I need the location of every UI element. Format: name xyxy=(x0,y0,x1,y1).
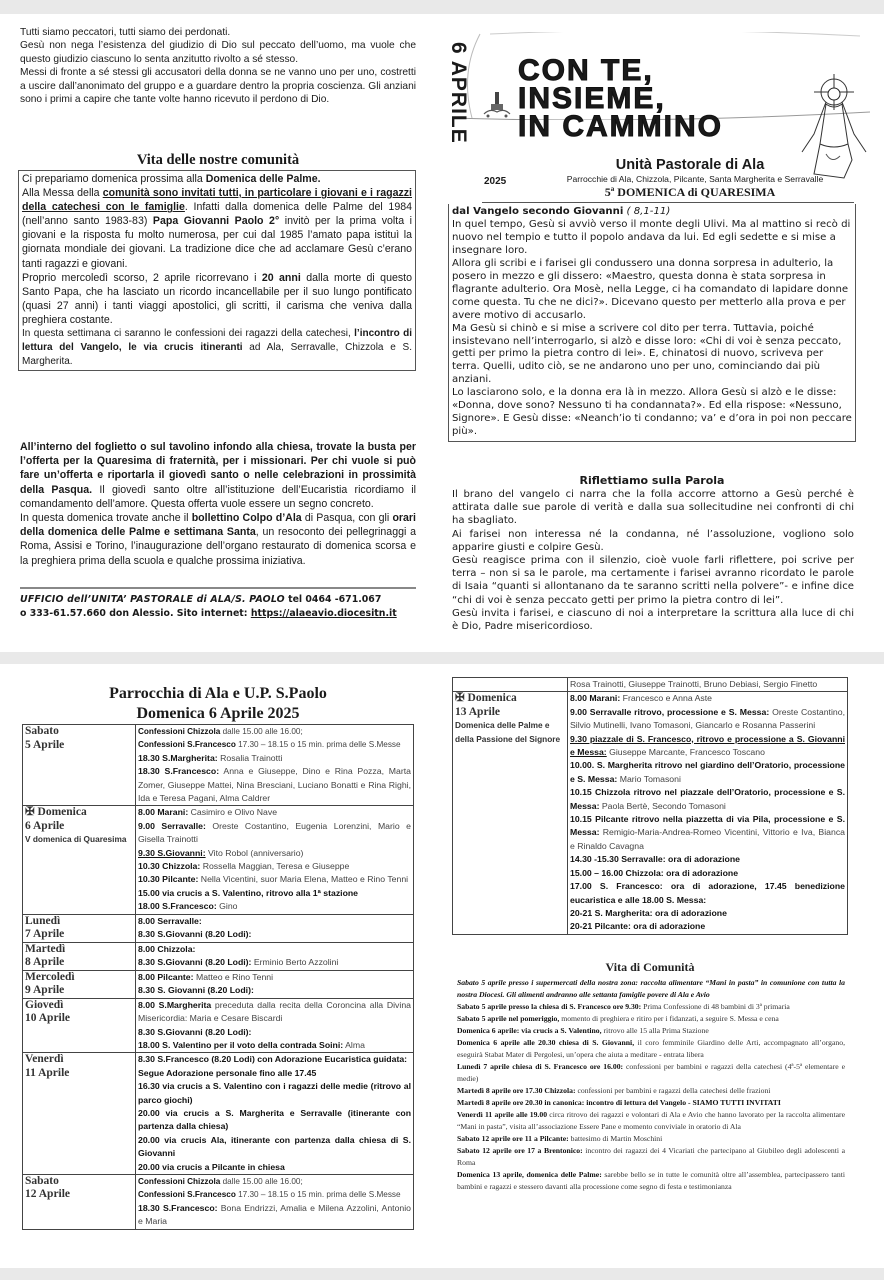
website-link[interactable]: https://alaeavio.diocesitn.it xyxy=(250,608,397,619)
gospel-reference: ( 8,1-11) xyxy=(623,206,671,217)
event-intentions: Oreste Costantino, Eugenia Lorenzini, Mario e Gisella Trainotti xyxy=(138,820,412,845)
schedule-day-cell xyxy=(453,692,568,934)
event-heading: Sabato 12 aprile ore 17 a Brentonico: xyxy=(457,1146,583,1155)
text: invitò per la prima volta i giovani e la risposta fu molto numerosa, per cui dal 1985 l’amato papa istituì la giornata mondiale dei giovani. La tradizione dice che ad acclamare Gesù c’erano tanti ragazzi e giovani. xyxy=(22,215,412,270)
reflection-text xyxy=(452,488,854,633)
schedule-event xyxy=(570,867,845,880)
event-time-place: 8.30 S.Francesco (8.20 Lodi) con Adorazione Eucaristica guidata: xyxy=(138,1054,408,1065)
schedule-row xyxy=(23,1174,414,1229)
vita-comunita-box xyxy=(18,170,416,371)
schedule-events-cell xyxy=(136,1053,414,1175)
text: , un resoconto dei pellegrinaggi a Roma, Assisi e Torino, l’inaugurazione dell’organo restaurato di domenica scorsa e la preghiera prima della scuola e qualche prossima iniziativa. xyxy=(20,526,416,567)
schedule-event xyxy=(138,1039,411,1052)
offerta-paragraph xyxy=(20,440,416,511)
event-time-place: 9.30 piazzale di S. Francesco, ritrovo e processione a S. Giovanni e Messa: xyxy=(570,733,845,758)
intro-reflection xyxy=(20,26,416,106)
schedule-event xyxy=(570,759,845,786)
gospel-paragraph: Ma Gesù si chinò e si mise a scrivere col dito per terra. Tuttavia, poiché insistevano nell’interrogarlo, si alzò e disse loro: «Chi di voi è senza peccato, getti per primo la pietra contro di lei». E, chinatosi di nuovo, scriveva per terra. Quelli, udito ciò, se ne andarono uno per uno, cominciando dai più anziani. xyxy=(452,322,842,386)
schedule-event xyxy=(570,733,845,760)
schedule-event xyxy=(570,786,845,813)
issue-year: 2025 xyxy=(484,176,507,187)
event-time-place: 8.00 Serravalle: xyxy=(138,915,202,926)
schedule-row xyxy=(453,692,848,934)
event-time-place: 8.30 S.Giovanni (8.20 Lodi): xyxy=(138,929,252,940)
event-time-place: 18.00 S. Valentino per il voto della contrada Soini: xyxy=(138,1039,344,1050)
gospel-title: dal Vangelo secondo Giovanni xyxy=(452,206,624,217)
community-event xyxy=(457,1097,845,1109)
community-event xyxy=(457,1025,845,1037)
schedule-day-subtitle: V domenica di Quaresima xyxy=(25,834,127,845)
event-intentions: Anna e Giuseppe, Dino e Rina Pozza, Marta Zomer, Giuseppe Mattei, Nina Bresciani, Luciano Bonatti e Rina Righi, Ida e Teresa Pagani, Alma Caldrer xyxy=(138,766,411,804)
text: ad Ala, Serravalle, Chizzola e S. Margherita. xyxy=(22,342,412,368)
event-heading: Domenica 6 aprile: via crucis a S. Valentino, xyxy=(457,1026,602,1035)
reflection-paragraph: Gesù invita i farisei, e ciascuno di noi a interpretare la scrittura alla luce di chi è Dio, Padre misericordioso. xyxy=(452,607,854,633)
event-time-place: 18.30 S.Francesco: xyxy=(138,1202,218,1213)
event-heading: Sabato 12 aprile ore 11 a Pilcante: xyxy=(457,1134,569,1143)
event-time-place: 8.00 S.Margherita xyxy=(138,999,212,1010)
issue-date-vertical xyxy=(446,42,472,192)
schedule-event xyxy=(138,1202,411,1229)
masthead-line: CON TE, xyxy=(518,54,654,87)
schedule-event xyxy=(138,943,411,956)
event-time-place: 8.00 Pilcante: xyxy=(138,971,194,982)
schedule-event xyxy=(138,1107,411,1134)
event-heading: Domenica 13 aprile, domenica delle Palme: xyxy=(457,1170,602,1179)
section-title-vita: Vita delle nostre comunità xyxy=(136,152,300,168)
reflection-paragraph: Ai farisei non interessa né la condanna, né l’assoluzione, vogliono solo apparire giusti e colpire Gesù. xyxy=(452,528,854,553)
text-bold: bollettino Colpo d’Ala xyxy=(191,512,302,525)
event-heading: Sabato 5 aprile presso i supermercati della nostra zona: raccolta alimentare “Mani in pasta” in comunione con tutta la nostra Diocesi. Gli alimenti andranno alle settanta famiglie povere di Ala e Avio xyxy=(457,978,845,999)
community-event xyxy=(457,1145,845,1169)
schedule-date: 13 Aprile xyxy=(455,705,501,718)
event-intentions: Gino xyxy=(216,901,238,912)
event-time-place: 10.30 Chizzola: xyxy=(138,861,201,872)
community-event xyxy=(457,1013,845,1025)
community-event xyxy=(457,1085,845,1097)
gospel-heading xyxy=(452,206,852,219)
gospel-box xyxy=(448,204,856,442)
community-event xyxy=(457,1061,845,1085)
event-intentions: Bona Endrizzi, Amalia e Milena Azzolini, Antonio e Maria xyxy=(138,1202,411,1227)
event-time-place: 18.00 S.Francesco: xyxy=(138,901,217,912)
event-intentions: Casimiro e Olivo Nave xyxy=(188,807,278,818)
community-event xyxy=(457,977,845,1001)
reflection-paragraph: Il brano del vangelo ci narra che la folla accorre attorno a Gesù perché è attirata dalle sue parole di verità e dalla sua sollecitudine nei confronti di chi ha sbagliato. xyxy=(452,489,854,527)
schedule-events-cell xyxy=(136,998,414,1053)
schedule-row xyxy=(23,725,414,806)
intro-paragraph: Tutti siamo peccatori, tutti siamo dei perdonati. xyxy=(20,27,231,38)
event-heading: Sabato 5 aprile nel pomeriggio, xyxy=(457,1014,560,1023)
church-emblem-icon xyxy=(482,90,512,120)
event-time-place: Confessioni S.Francesco xyxy=(138,740,236,750)
schedule-date: 10 Aprile xyxy=(25,1012,71,1025)
schedule-event xyxy=(138,971,411,984)
schedule-day: Lunedì xyxy=(25,914,61,927)
event-time-place: 10.30 Pilcante: xyxy=(138,874,199,885)
event-intentions: dalle 15.00 alle 16.00; xyxy=(220,1176,303,1186)
event-intentions: Remigio-Maria-Andrea-Romeo Vicentini, Vittorio e Iva, Bianca e Rinaldo Cavagna xyxy=(570,827,845,851)
event-time-place: 9.30 S.Giovanni: xyxy=(138,847,206,858)
pastoral-unit-name: Unità Pastorale di Ala xyxy=(615,157,765,173)
event-time-place: 15.00 via crucis a S. Valentino, ritrovo alla 1ª stazione xyxy=(138,887,359,898)
office-label: UFFICIO dell’UNITA’ PASTORALE di ALA/S. PAOLO xyxy=(20,594,285,605)
text-bold: Papa Giovanni Paolo 2° xyxy=(152,215,280,228)
event-time-place: 8.30 S. Giovanni (8.20 Lodi): xyxy=(138,985,254,996)
schedule-event xyxy=(138,725,411,738)
event-description: battesimo di Martin Moschini xyxy=(568,1134,663,1143)
schedule-day: Mercoledì xyxy=(25,970,75,983)
schedule-day: ✠ Domenica xyxy=(455,692,517,705)
schedule-event xyxy=(138,999,411,1026)
gospel-paragraph: Lo lasciarono solo, e la donna era là in mezzo. Allora Gesù si alzò e le disse: «Donna, dove sono? Nessuno ti ha condannata?». Ed ella rispose: «Nessuno, Signore». E Gesù disse: «Neanch’io ti condanno; va’ e d’ora in poi non peccare più». xyxy=(452,387,852,438)
schedule-event xyxy=(138,1026,411,1039)
event-description: Prima Confessione di 48 bambini di 3ª primaria xyxy=(641,1002,790,1011)
event-time-place: 8.00 Chizzola: xyxy=(138,943,196,954)
schedule-day: Venerdì xyxy=(25,1053,64,1066)
schedule-date: 6 Aprile xyxy=(25,819,65,832)
schedule-event xyxy=(138,1053,411,1066)
event-description: il coro femminile Giardino delle Arti, accompagnato all’organo, eseguirà Stabat Mater di Pergolesi, un’opera che aiuta a meditare - entrata libera xyxy=(457,1038,845,1059)
reflection-paragraph: Gesù reagisce prima con il silenzio, cioè vuole farli riflettere, poi scrive per terra – non si sa le parole, ma certamente i farisei avranno ricordato le parole di Isaia “quanti si allontanano da te saranno scritti nella polvere”- e infine dice “chi di voi è senza peccato getti per primo la pietra contro di lei”. xyxy=(452,555,854,606)
bulletin-page-2 xyxy=(0,664,884,1268)
text: In questa domenica trovate anche il xyxy=(20,512,192,525)
community-event xyxy=(457,1169,845,1193)
text: Alla Messa della xyxy=(22,187,103,200)
schedule-event xyxy=(138,887,411,900)
event-heading: Domenica 6 aprile alle 20.30 chiesa di S. Giovanni, xyxy=(457,1038,635,1047)
liturgical-sunday: 5ª DOMENICA di QUARESIMA xyxy=(604,185,776,199)
schedule-event xyxy=(138,984,411,997)
vita-paragraph xyxy=(22,271,412,327)
mass-schedule-table-continued xyxy=(452,677,848,935)
event-time-place: 15.00 – 16.00 Chizzola: ora di adorazione xyxy=(570,867,739,878)
schedule-events-cell xyxy=(136,1174,414,1229)
text: Il giovedì santo oltre all’istituzione dell’Eucaristia ricordiamo il comandamento dell’amore. Questa offerta vuole essere un segno concreto. xyxy=(20,483,417,510)
event-time-place: 10.00. S. Margherita ritrovo nel giardino dell’Oratorio, processione e S. Messa: xyxy=(570,760,845,784)
event-time-place: 20.00 via crucis Ala, itinerante con partenza dalla chiesa di S. Giovanni xyxy=(138,1134,411,1159)
event-intentions: Vito Robol (anniversario) xyxy=(205,847,304,858)
schedule-event xyxy=(138,1188,411,1201)
event-time-place: 17.00 S. Francesco: ora di adorazione, 17.45 benedizione eucaristica e alle 18.00 S. Messa: xyxy=(570,881,845,905)
schedule-event xyxy=(138,900,411,913)
event-time-place: 8.00 Marani: xyxy=(138,807,189,818)
text: Ci prepariamo domenica prossima alla xyxy=(22,173,206,185)
gospel-paragraph: In quel tempo, Gesù si avviò verso il monte degli Ulivi. Ma al mattino si recò di nuovo nel tempio e tutto il popolo andava da lui. Ed egli sedette e si mise a insegnare loro. xyxy=(452,218,851,256)
office-contact xyxy=(20,587,416,621)
event-time-place: 9.00 Serravalle ritrovo, processione e S. Messa: xyxy=(570,706,770,717)
community-event xyxy=(457,1001,845,1013)
schedule-event xyxy=(570,907,845,920)
event-description: confessioni per bambini e ragazzi della catechesi delle frazioni xyxy=(575,1086,771,1095)
schedule-events-cell xyxy=(136,725,414,806)
event-time-place: Confessioni S.Francesco xyxy=(138,1190,236,1200)
event-time-place: 16.30 via crucis a S. Valentino con i ragazzi delle medie (ritrovo al parco giochi) xyxy=(138,1081,411,1105)
schedule-row xyxy=(23,942,414,970)
event-intentions: Erminio Berto Azzolini xyxy=(251,957,339,968)
text-bold: 20 anni xyxy=(261,271,301,284)
event-time-place: Segue Adorazione personale fino alle 17.45 xyxy=(138,1067,317,1078)
schedule-date: 9 Aprile xyxy=(25,984,65,997)
schedule-event xyxy=(138,860,411,873)
event-intentions: Oreste Costantino, Silvio Mutinelli, Ivano Tomasoni, Giancarlo e Rosanna Passerini xyxy=(570,706,845,731)
offerta-paragraph xyxy=(20,511,416,568)
event-time-place: 10.15 Pilcante ritrovo nella piazzetta di via Pila, processione e S. Messa: xyxy=(570,814,845,838)
event-heading: Martedì 8 aprile ore 17.30 Chizzola: xyxy=(457,1086,576,1095)
schedule-row xyxy=(23,914,414,942)
schedule-event xyxy=(570,706,845,733)
schedule-event xyxy=(138,1175,411,1188)
gospel-paragraph: Allora gli scribi e i farisei gli condussero una donna sorpresa in adulterio, la posero in mezzo e gli dissero: «Maestro, questa donna è stata sorpresa in flagrante adulterio. Ora Mosè, nella Legge, ci ha comandato di lapidare donne come questa. Tu che ne dici?». Dicevano questo per metterlo alla prova e per avere motivo di accusarlo. xyxy=(452,257,849,321)
schedule-day-cell xyxy=(453,678,568,692)
event-time-place: 14.30 -15.30 Serravalle: ora di adorazione xyxy=(570,854,740,865)
event-heading: Sabato 5 aprile presso la chiesa di S. Francesco ore 9.30: xyxy=(457,1002,642,1011)
event-description: circa ritrovo dei ragazzi e volontari di Ala e Avio che hanno lavorato per la raccolta alimentare “Mani in pasta”, visita all’associazione Essere Pane e momento conviviale in oratorio di Ala xyxy=(457,1110,845,1131)
text-bold-underline: comunità sono invitati tutti, in particolare i giovani e i ragazzi della catechesi con le famiglie xyxy=(22,187,412,214)
office-phone: tel 0464 -671.067 xyxy=(284,594,382,605)
schedule-event xyxy=(138,1067,411,1080)
schedule-day-cell xyxy=(23,806,136,914)
schedule-day: Sabato xyxy=(25,1174,59,1187)
event-intentions: Rossella Maggian, Teresa e Giuseppe xyxy=(200,861,350,872)
schedule-event xyxy=(138,765,411,805)
community-event xyxy=(457,1109,845,1133)
schedule-day-cell xyxy=(23,1053,136,1175)
bulletin-page-1 xyxy=(0,14,884,652)
schedule-day-cell xyxy=(23,998,136,1053)
event-intentions: Francesco e Anna Aste xyxy=(620,693,712,704)
schedule-date: 12 Aprile xyxy=(25,1188,71,1201)
schedule-title xyxy=(20,684,416,724)
schedule-events-cell xyxy=(136,806,414,914)
event-intentions: 17.30 – 18.15 o 15 min. prima delle S.Messe xyxy=(235,740,401,750)
event-time-place: 8.30 S.Giovanni (8.20 Lodi): xyxy=(138,957,252,968)
event-time-place: 20.00 via crucis a S. Margherita e Serravalle (itinerante con partenza dalla chiesa) xyxy=(138,1107,411,1132)
date-text: 6 APRILE xyxy=(447,42,470,144)
schedule-event xyxy=(138,1134,411,1161)
event-intentions: Rosa Trainotti, Giuseppe Trainotti, Bruno Debiasi, Sergio Finetto xyxy=(570,679,818,689)
event-heading: Lunedì 7 aprile chiesa di S. Francesco ore 16.00: xyxy=(457,1062,624,1071)
mass-schedule-table xyxy=(22,724,414,1230)
schedule-date: Domenica 6 Aprile 2025 xyxy=(136,705,300,722)
schedule-events-cell xyxy=(136,970,414,998)
text: . Infatti dalla domenica delle Palme del 1984 (nell’anno santo 1983-83) xyxy=(22,201,412,228)
event-intentions: Matteo e Rino Tenni xyxy=(193,971,274,982)
schedule-event xyxy=(570,920,845,933)
event-intentions: dalle 15.00 alle 16.00; xyxy=(220,727,303,736)
intro-paragraph: Messi di fronte a sé stessi gli accusatori della donna se ne vanno uno per uno, costretti a uscire dall’anonimato del gruppo e a guardare dentro la propria coscienza. Gli anziani sono i primi a capire che tante volte hanno ricevuto il perdono di Dio. xyxy=(20,67,416,106)
schedule-day: Sabato xyxy=(25,725,59,737)
schedule-event xyxy=(570,853,845,866)
text: Proprio mercoledì scorso, 2 aprile ricorrevano i xyxy=(22,271,262,284)
schedule-event xyxy=(570,678,845,691)
schedule-row xyxy=(453,678,848,692)
office-contact-line: o 333-61.57.660 don Alessio. Sito internet: xyxy=(20,608,251,619)
section-title-vita-comunita: Vita di Comunità xyxy=(605,960,695,974)
event-description: confessioni per bambini e ragazzi della catechesi (4ª-5ª elementare e medie) xyxy=(457,1062,845,1083)
event-time-place: Confessioni Chizzola xyxy=(138,1176,221,1186)
schedule-row xyxy=(23,806,414,914)
text-bold: All’interno del foglietto o sul tavolino infondo alla chiesa, trovate la busta per l’offerta per la Quaresima di fraternità, per i missionari. Per chi vuole si può fare un’offerta e riportarla il giovedì santo o nelle celebrazioni in prossimità della Pasqua. xyxy=(20,441,416,496)
schedule-events-cell xyxy=(136,914,414,942)
event-description: ritrovo alle 15 alla Prima Stazione xyxy=(601,1026,709,1035)
event-description: incontro dei ragazzi dei 4 Vicariati che partecipano al Giubileo degli adolescenti a Roma xyxy=(457,1146,846,1167)
text-bold: l’incontro di lettura del Vangelo, le via crucis itineranti xyxy=(22,328,413,354)
event-intentions: Rosalia Trainotti xyxy=(217,752,283,763)
event-time-place: 8.30 S.Giovanni (8.20 Lodi): xyxy=(138,1026,252,1037)
schedule-event xyxy=(138,1080,411,1107)
masthead-title xyxy=(518,54,788,143)
schedule-day-subtitle: Domenica delle Palme e della Passione del Signore xyxy=(455,720,561,744)
schedule-event xyxy=(138,847,411,860)
schedule-day: ✠ Domenica xyxy=(25,806,87,819)
masthead-line: INSIEME, xyxy=(518,82,666,115)
event-time-place: 18.30 S.Francesco: xyxy=(138,766,220,777)
text: In questa settimana ci saranno le confessioni dei ragazzi della catechesi, xyxy=(22,328,355,340)
schedule-event xyxy=(138,928,411,941)
schedule-row xyxy=(23,1053,414,1175)
schedule-day-cell xyxy=(23,725,136,806)
schedule-day-cell xyxy=(23,914,136,942)
event-time-place: 10.15 Chizzola ritrovo nel piazzale dell’Oratorio, processione e S. Messa: xyxy=(570,787,845,811)
text: di Pasqua, con gli xyxy=(301,512,393,525)
schedule-day-cell xyxy=(23,970,136,998)
event-intentions: Giuseppe Marcante, Francesco Toscano xyxy=(606,747,765,758)
schedule-day: Martedì xyxy=(25,942,66,955)
vita-paragraph xyxy=(22,327,412,369)
event-intentions: Paola Bertè, Secondo Tomasoni xyxy=(599,800,726,811)
schedule-event xyxy=(138,752,411,765)
schedule-event xyxy=(138,956,411,969)
community-event xyxy=(457,1133,845,1145)
masthead-line: IN CAMMINO xyxy=(518,110,723,143)
schedule-event xyxy=(138,806,411,819)
text: dalla morte di questo Santo Papa, che ha lasciato un ricordo incancellabile per il suo lungo pontificato (quasi 27 anni) i tanti viaggi apostolici, gli scritti, il carisma che veniva dalla preghiera costante. xyxy=(22,271,412,326)
schedule-event xyxy=(138,915,411,928)
schedule-row xyxy=(23,970,414,998)
event-intentions: 17.30 – 18.15 o 15 min. prima delle S.Messe xyxy=(235,1190,401,1200)
event-heading: Martedì 8 aprile ore 20.30 in canonica: incontro di lettura del Vangelo - SIAMO TUTTI INVITATI xyxy=(457,1098,781,1107)
community-events-list xyxy=(457,977,845,1193)
schedule-event xyxy=(570,692,845,705)
event-intentions: Nella Vicentini, suor Maria Elena, Matteo e Rino Tenni xyxy=(198,874,409,885)
schedule-event xyxy=(570,813,845,853)
parish-name: Parrocchia di Ala e U.P. S.Paolo xyxy=(109,685,327,702)
event-time-place: 20.00 via crucis a Pilcante in chiesa xyxy=(138,1161,285,1172)
schedule-date: 7 Aprile xyxy=(25,928,65,941)
community-event xyxy=(457,1037,845,1061)
schedule-event xyxy=(138,873,411,886)
event-time-place: 20-21 Pilcante: ora di adorazione xyxy=(570,921,706,932)
parishes-list: Parrocchie di Ala, Chizzola, Pilcante, Santa Margherita e Serravalle xyxy=(566,174,824,184)
schedule-day-cell xyxy=(23,942,136,970)
event-heading: Venerdì 11 aprile alle 19.00 xyxy=(457,1110,548,1119)
section-title-riflettiamo: Riflettiamo sulla Parola xyxy=(579,474,725,487)
schedule-event xyxy=(138,820,411,847)
schedule-date: 5 Aprile xyxy=(25,738,65,751)
text-bold: Domenica delle Palme. xyxy=(205,173,321,185)
offerta-section xyxy=(20,440,416,568)
schedule-event xyxy=(138,1161,411,1174)
text-bold: orari della domenica delle Palme e settimana Santa xyxy=(20,512,416,539)
event-description: momento di preghiera e ritiro per i fidanzati, a seguire S. Messa e cena xyxy=(559,1014,779,1023)
vita-paragraph xyxy=(22,186,412,271)
schedule-row xyxy=(23,998,414,1053)
header-divider xyxy=(482,202,854,203)
schedule-event xyxy=(570,880,845,907)
event-intentions: preceduta dalla recita della Coroncina alla Divina Misericordia: Maria e Cesare Biscardi xyxy=(138,999,411,1024)
event-description: sarebbe bello se in tutte le comunità oltre all’assemblea, partecipassero tanti bambini e ragazzi e stessero davanti alla processione come segno di festa e testimonianza xyxy=(457,1170,845,1191)
event-intentions: Mario Tomasoni xyxy=(617,773,681,784)
event-time-place: Confessioni Chizzola xyxy=(138,727,221,736)
event-time-place: 9.00 Serravalle: xyxy=(138,820,206,831)
intro-paragraph: Gesù non nega l’esistenza del giudizio di Dio sul peccato dell’uomo, ma vuole che questo giudizio ciascuno lo senta anzitutto rivolto a sé stesso. xyxy=(20,40,416,65)
schedule-events-cell xyxy=(568,692,848,934)
schedule-day-cell xyxy=(23,1174,136,1229)
schedule-date: 8 Aprile xyxy=(25,956,65,969)
schedule-date: 11 Aprile xyxy=(25,1066,70,1079)
schedule-events-cell xyxy=(136,942,414,970)
schedule-day: Giovedì xyxy=(25,998,64,1011)
schedule-event xyxy=(138,738,411,751)
vita-paragraph xyxy=(22,172,412,186)
event-time-place: 18.30 S.Margherita: xyxy=(138,752,218,763)
event-time-place: 20-21 S. Margherita: ora di adorazione xyxy=(570,907,727,918)
schedule-events-cell xyxy=(568,678,848,692)
event-intentions: Alma xyxy=(343,1039,365,1050)
event-time-place: 8.00 Marani: xyxy=(570,693,621,704)
